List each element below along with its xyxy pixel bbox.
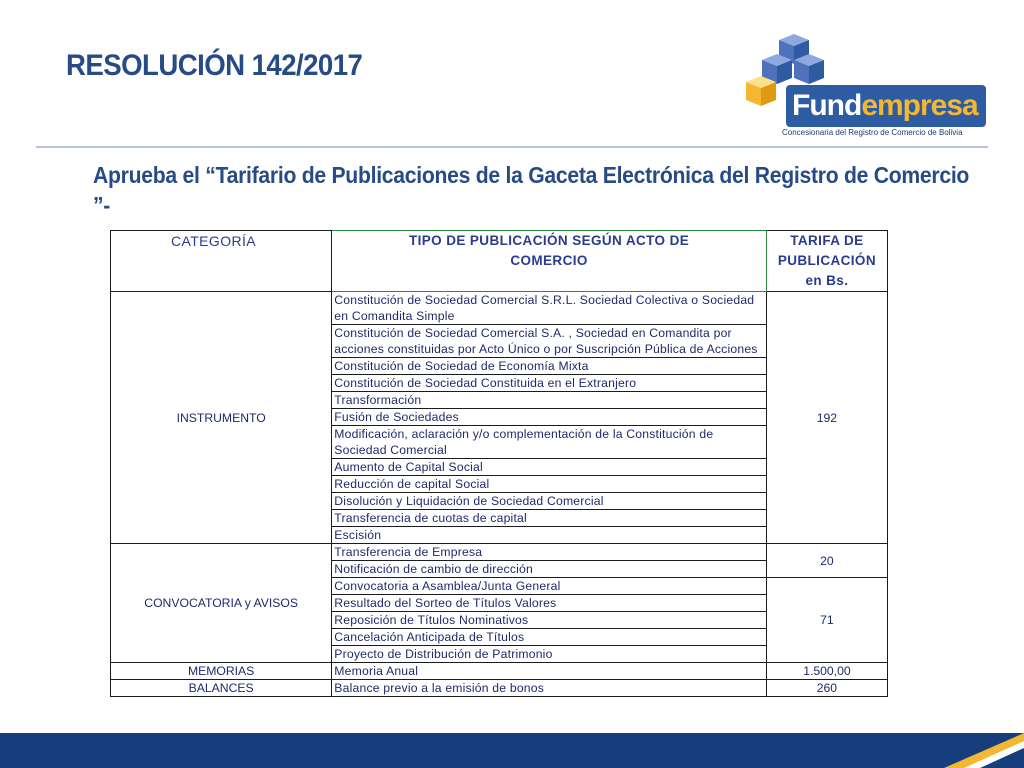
footer-accent-shape: [894, 733, 1024, 768]
category-memorias: MEMORIAS: [111, 663, 332, 680]
category-balances: BALANCES: [111, 680, 332, 697]
table-cell-item: Constitución de Sociedad Comercial S.R.L. Sociedad Colectiva o Sociedad en Comandita Simple: [332, 292, 767, 325]
header-tarifa-line1: TARIFA DE: [790, 233, 864, 248]
slide-title: RESOLUCIÓN 142/2017: [66, 49, 363, 82]
table-cell-item: Convocatoria a Asamblea/Junta General: [332, 578, 767, 595]
footer-bar: [0, 733, 1024, 768]
category-instrumento: INSTRUMENTO: [111, 292, 332, 544]
logo-word-part1: Fund: [792, 89, 862, 122]
table-cell-item: Transformación: [332, 392, 767, 409]
rate-convocatoria-a: 20: [766, 544, 887, 578]
rate-balances: 260: [766, 680, 887, 697]
table-cell-item: Notificación de cambio de dirección: [332, 561, 767, 578]
header-tipo-line2: COMERCIO: [510, 253, 588, 268]
header-tipo: [332, 231, 767, 292]
table-cell-item: Constitución de Sociedad Comercial S.A. , Sociedad en Comandita por acciones constituidas por Acto Único o por Suscripción Pública de Acciones: [332, 325, 767, 358]
header-categoria: CATEGORÍA: [111, 231, 332, 292]
table-row: [111, 680, 888, 697]
header-tarifa-line3: en Bs.: [805, 273, 849, 288]
table-cell-item: Fusión de Sociedades: [332, 409, 767, 426]
logo-word-part2: empresa: [861, 89, 978, 122]
table-cell-item: Reposición de Títulos Nominativos: [332, 612, 767, 629]
table-cell-item: Resultado del Sorteo de Títulos Valores: [332, 595, 767, 612]
table-cell-item: Transferencia de Empresa: [332, 544, 767, 561]
slide-subtitle-text: Aprueba el “Tarifario de Publicaciones de la Gaceta Electrónica del Registro de Comercio ”-: [93, 162, 970, 218]
table-header-row: [111, 231, 888, 292]
table-cell-item: Modificación, aclaración y/o complementación de la Constitución de Sociedad Comercial: [332, 426, 767, 459]
table-row: [111, 292, 888, 325]
table-row: [111, 663, 888, 680]
fundempresa-logo: [742, 30, 992, 142]
table-cell-item: Balance previo a la emisión de bonos: [332, 680, 767, 697]
rate-memorias: 1.500,00: [766, 663, 887, 680]
header-tipo-line1: TIPO DE PUBLICACIÓN SEGÚN ACTO DE: [408, 233, 690, 248]
logo-tagline: Concesionaria del Registro de Comercio de Bolivia: [782, 128, 963, 137]
table-cell-item: Reducción de capital Social: [332, 476, 767, 493]
table-cell-item: Disolución y Liquidación de Sociedad Comercial: [332, 493, 767, 510]
table-cell-item: Constitución de Sociedad Constituida en el Extranjero: [332, 375, 767, 392]
tariff-table: [110, 230, 888, 697]
header-tarifa-line2: PUBLICACIÓN: [777, 253, 876, 268]
table-row: [111, 544, 888, 561]
table-cell-item: Escisión: [332, 527, 767, 544]
rate-convocatoria-b: 71: [766, 578, 887, 663]
table-cell-item: Constitución de Sociedad de Economía Mixta: [332, 358, 767, 375]
header-tarifa: [766, 231, 887, 292]
table-cell-item: Proyecto de Distribución de Patrimonio: [332, 646, 767, 663]
table-cell-item: Memoria Anual: [332, 663, 767, 680]
rate-instrumento: 192: [766, 292, 887, 544]
table-cell-item: Aumento de Capital Social: [332, 459, 767, 476]
logo-wordmark: [786, 85, 986, 127]
category-convocatoria: CONVOCATORIA y AVISOS: [111, 544, 332, 663]
table-cell-item: Transferencia de cuotas de capital: [332, 510, 767, 527]
slide-subtitle: [93, 160, 983, 220]
header-divider: [36, 146, 988, 148]
table-cell-item: Cancelación Anticipada de Títulos: [332, 629, 767, 646]
